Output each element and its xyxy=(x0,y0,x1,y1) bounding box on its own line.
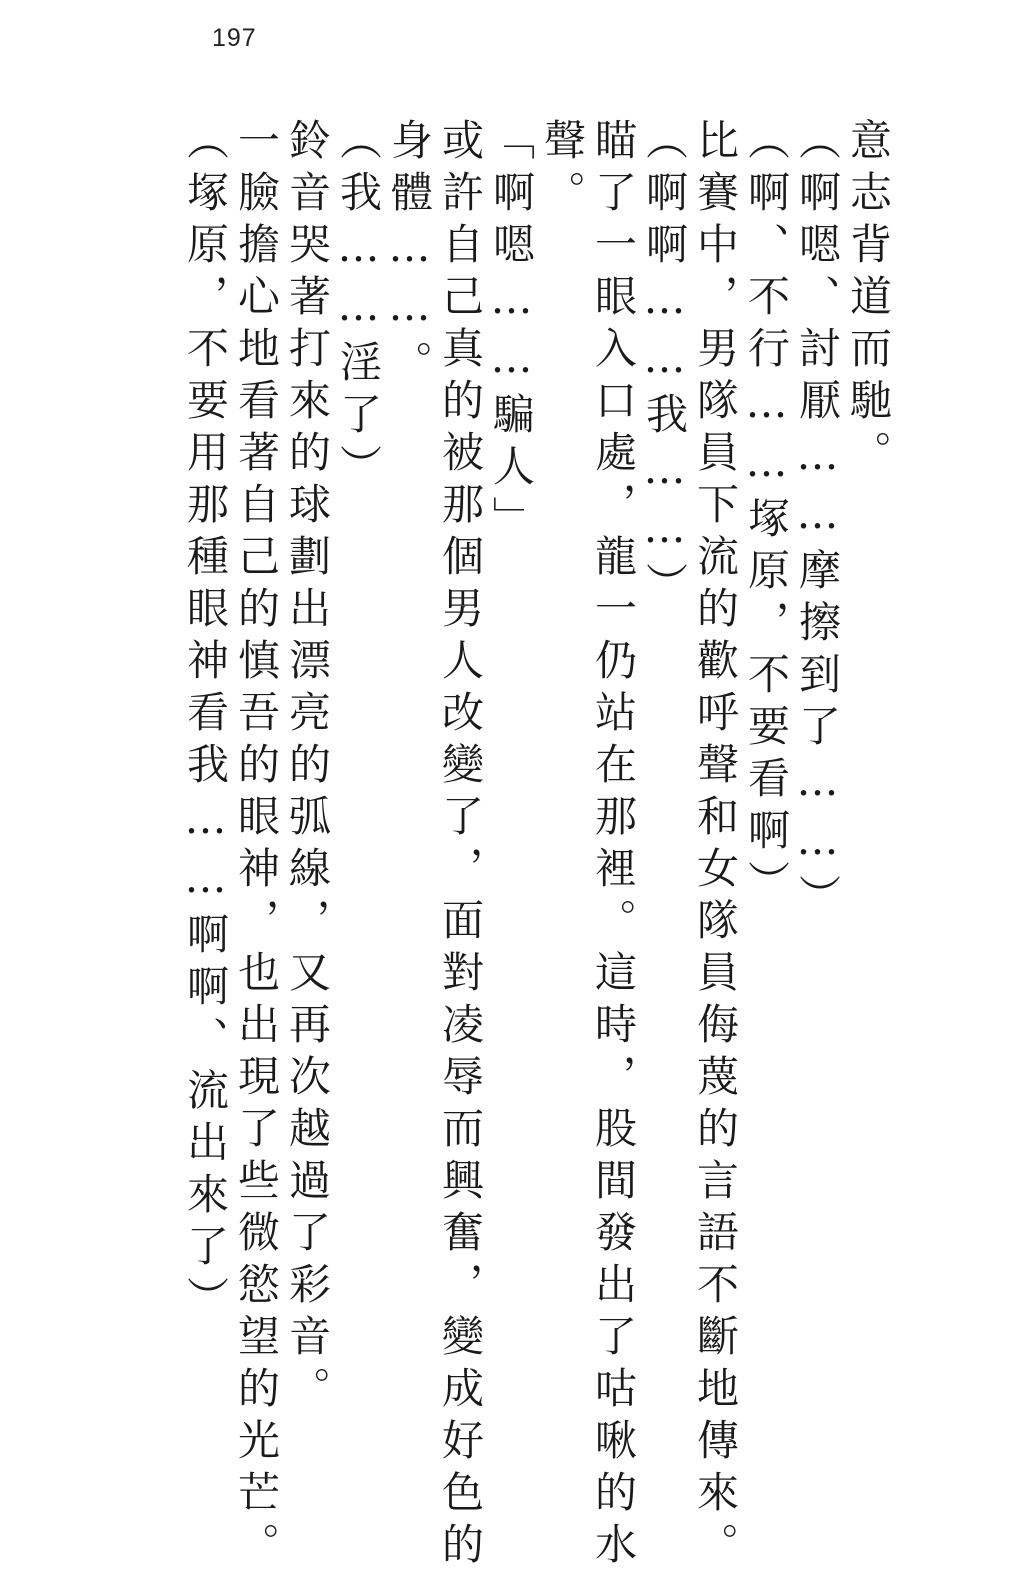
page-number: 197 xyxy=(212,24,257,52)
text-column: （我……淫了） xyxy=(334,118,383,496)
text-column: 鈴音哭著打來的球劃出漂亮的弧線，又再次越過了彩音。 xyxy=(283,118,332,1418)
text-column: （啊啊……我……） xyxy=(640,118,689,614)
text-column: 或許自己真的被那個男人改變了，面對凌辱而興奮，變成好色的 xyxy=(436,118,485,1574)
text-column: 聲。 xyxy=(538,118,587,222)
vertical-text-body xyxy=(180,118,894,1574)
text-column: 「啊嗯……騙人」 xyxy=(487,118,536,548)
text-column: 一臉擔心地看著自己的慎吾的眼神，也出現了些微慾望的光芒。 xyxy=(232,118,281,1574)
text-column: 意志背道而馳。 xyxy=(844,118,893,482)
text-column: 比賽中，男隊員下流的歡呼聲和女隊員侮蔑的言語不斷地傳來。 xyxy=(691,118,740,1574)
text-column: （塚原，不要用那種眼神看我……啊啊、流出來了） xyxy=(181,118,230,1328)
text-column: （啊嗯、討厭……摩擦到了……） xyxy=(793,118,842,926)
text-column: （啊、不行……塚原，不要看啊） xyxy=(742,118,791,912)
text-column: 身體……。 xyxy=(385,118,434,392)
text-column: 瞄了一眼入口處，龍一仍站在那裡。這時，股間發出了咕啾的水 xyxy=(589,118,638,1574)
